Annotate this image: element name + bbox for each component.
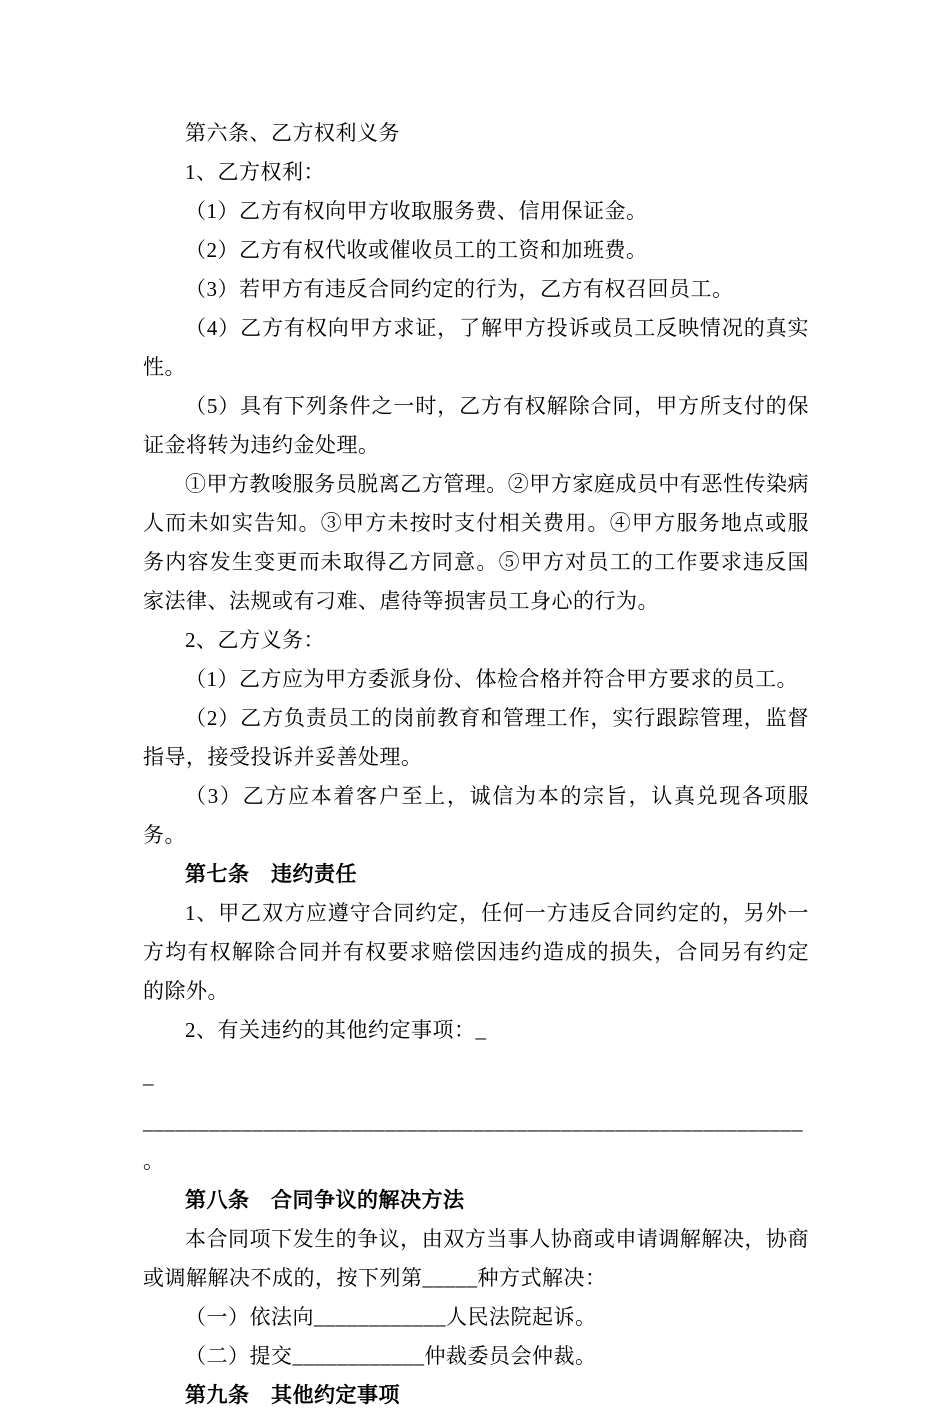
clause-right-3: （3）若甲方有违反合同约定的行为，乙方有权召回员工。: [185, 277, 734, 301]
clause-breach-1: 1、甲乙双方应遵守合同约定，任何一方违反合同约定的，另外一方均有权解除合同并有权要求赔偿因违约造成的损失，合同另有约定的除外。: [143, 901, 809, 1003]
clause-obligation-2: （2）乙方负责员工的岗前教育和管理工作，实行跟踪管理，监督指导，接受投诉并妥善处理。: [143, 706, 809, 769]
clause-right-2: （2）乙方有权代收或催收员工的工资和加班费。: [185, 238, 648, 262]
section-8-heading: 第八条 合同争议的解决方法: [185, 1188, 465, 1212]
clause-obligation-1: （1）乙方应为甲方委派身份、体检合格并符合甲方要求的员工。: [185, 667, 798, 691]
section-7-heading: 第七条 违约责任: [185, 862, 357, 886]
clause-right-5: （5）具有下列条件之一时，乙方有权解除合同，甲方所支付的保证金将转为违约金处理。: [143, 394, 809, 457]
section-6-heading: 第六条、乙方权利义务: [185, 121, 400, 145]
clause-party-b-rights-label: 1、乙方权利：: [185, 160, 325, 184]
fill-in-blank-continuation: _: [143, 1064, 154, 1088]
clause-breach-2-blank-start: 2、有关违约的其他约定事项：_: [185, 1018, 487, 1042]
clause-dispute-resolution: 本合同项下发生的争议，由双方当事人协商或申请调解解决，协商或调解解决不成的，按下列第_____种方式解决：: [143, 1227, 809, 1290]
fill-in-blank-line: ____________________________________________________________ 。: [143, 1110, 803, 1173]
clause-right-4: （4）乙方有权向甲方求证，了解甲方投诉或员工反映情况的真实性。: [143, 316, 809, 379]
clause-right-5-conditions: ①甲方教唆服务员脱离乙方管理。②甲方家庭成员中有恶性传染病人而未如实告知。③甲方未按时支付相关费用。④甲方服务地点或服务内容发生变更而未取得乙方同意。⑤甲方对员工的工作要求违反国家法律、法规或有刁难、虐待等损害员工身心的行为。: [143, 472, 809, 613]
clause-right-1: （1）乙方有权向甲方收取服务费、信用保证金。: [185, 199, 648, 223]
document-body: [143, 114, 809, 1415]
clause-obligation-3: （3）乙方应本着客户至上，诚信为本的宗旨，认真兑现各项服务。: [143, 784, 809, 847]
clause-dispute-option-2: （二）提交____________仲裁委员会仲裁。: [185, 1344, 597, 1368]
clause-party-b-obligations-label: 2、乙方义务：: [185, 628, 325, 652]
clause-dispute-option-1: （一）依法向____________人民法院起诉。: [185, 1305, 597, 1329]
section-9-heading: 第九条 其他约定事项: [185, 1383, 400, 1407]
